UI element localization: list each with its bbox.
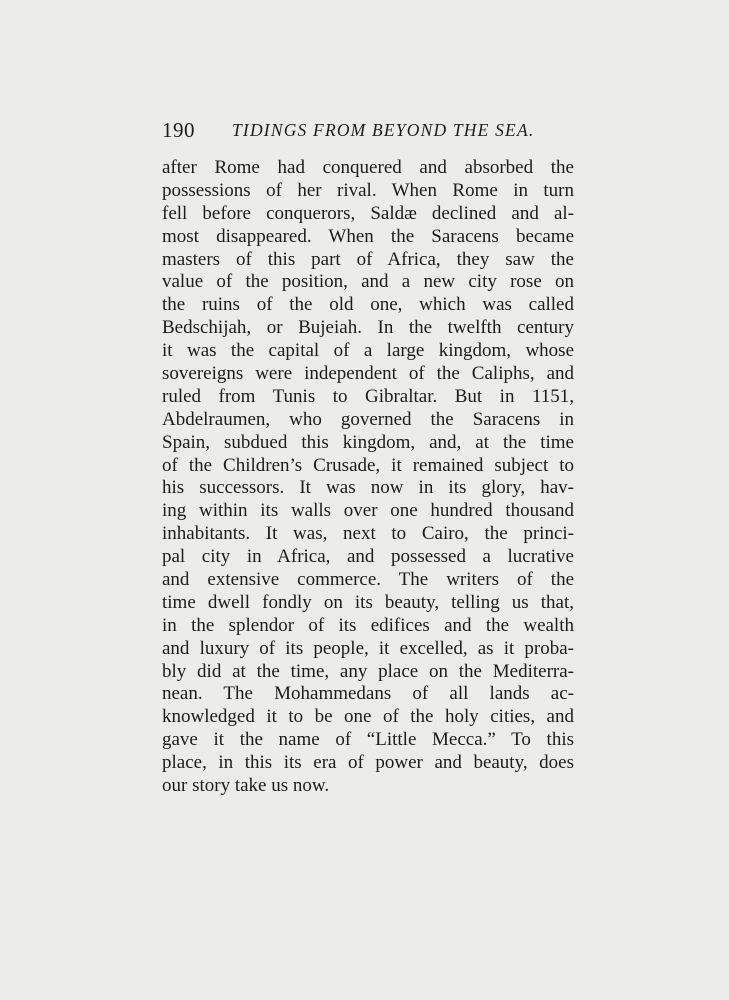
- text-line: our story take us now.: [162, 775, 330, 797]
- text-line: and extensive commerce. The writers of the: [162, 569, 574, 591]
- text-line: Abdelraumen, who governed the Saracens in: [162, 408, 574, 430]
- text-line: bly did at the time, any place on the Mediterra-: [162, 660, 574, 682]
- text-line: and luxury of its people, it excelled, as it proba-: [162, 637, 574, 659]
- text-line: possessions of her rival. When Rome in turn: [162, 179, 574, 201]
- text-line: sovereigns were independent of the Caliphs, and: [162, 363, 574, 385]
- text-line: ruled from Tunis to Gibraltar. But in 1151,: [162, 385, 574, 407]
- text-line: value of the position, and a new city rose on: [162, 271, 574, 293]
- body-text: [162, 157, 574, 798]
- text-line: ing within its walls over one hundred thousand: [162, 500, 574, 522]
- text-line: fell before conquerors, Saldæ declined and al-: [162, 202, 574, 224]
- text-line: most disappeared. When the Saracens became: [162, 225, 574, 247]
- text-line: inhabitants. It was, next to Cairo, the princi-: [162, 523, 574, 545]
- text-line: the ruins of the old one, which was called: [162, 294, 574, 316]
- text-line: Spain, subdued this kingdom, and, at the time: [162, 431, 574, 453]
- page-header: [162, 117, 556, 143]
- text-line: knowledged it to be one of the holy cities, and: [162, 706, 574, 728]
- text-line: masters of this part of Africa, they saw the: [162, 248, 574, 270]
- text-line: in the splendor of its edifices and the wealth: [162, 614, 574, 636]
- text-line: pal city in Africa, and possessed a lucrative: [162, 546, 574, 568]
- text-line: gave it the name of “Little Mecca.” To this: [162, 729, 574, 751]
- text-line: Bedschijah, or Bujeiah. In the twelfth century: [162, 317, 574, 339]
- text-line: it was the capital of a large kingdom, whose: [162, 340, 574, 362]
- text-line: nean. The Mohammedans of all lands ac-: [162, 683, 574, 705]
- text-line: his successors. It was now in its glory, hav-: [162, 477, 574, 499]
- text-line: after Rome had conquered and absorbed the: [162, 157, 574, 178]
- text-line: time dwell fondly on its beauty, telling us that,: [162, 591, 574, 613]
- running-title: TIDINGS FROM BEYOND THE SEA.: [232, 120, 535, 140]
- text-line: place, in this its era of power and beauty, does: [162, 752, 574, 774]
- text-line: of the Children’s Crusade, it remained subject to: [162, 454, 574, 476]
- page-number: 190: [162, 118, 195, 142]
